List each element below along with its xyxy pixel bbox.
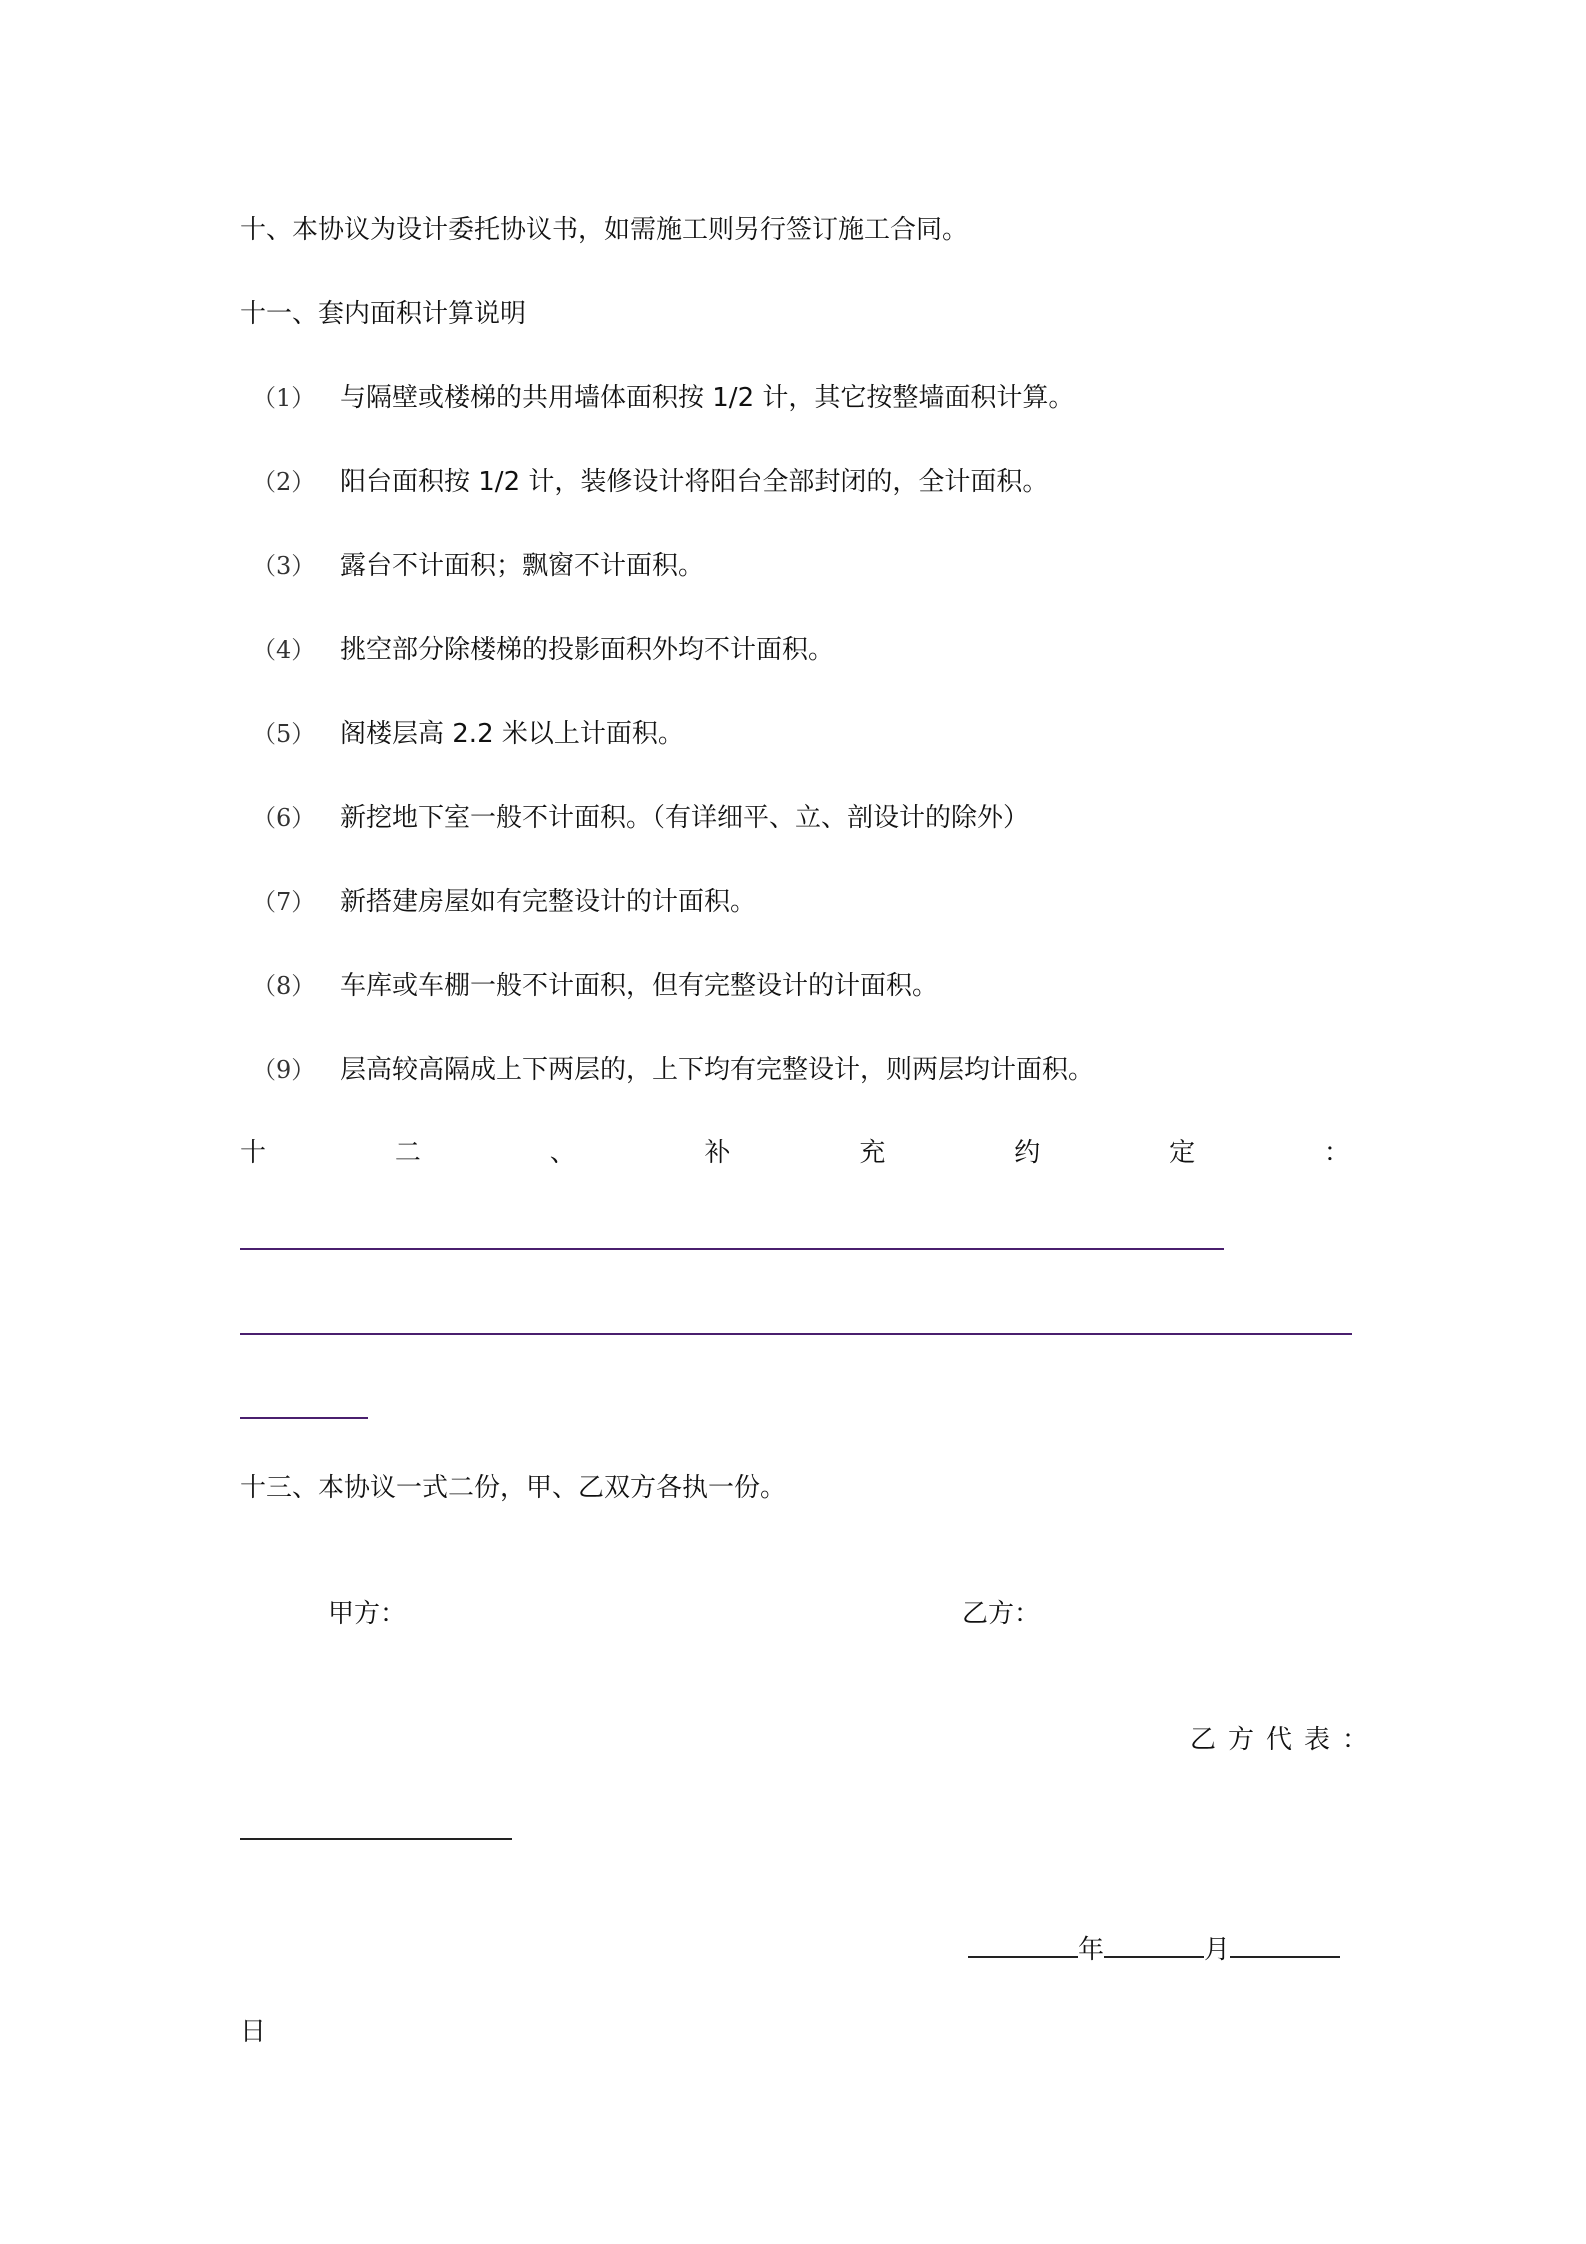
clause-12-char: 十 [240, 1138, 267, 1168]
list-item-number: （9） [252, 1056, 316, 1084]
day-blank[interactable] [1230, 1932, 1340, 1958]
list-item-number: （1） [252, 384, 316, 412]
day-label: 日 [240, 2017, 267, 2047]
clause-12-title [240, 1135, 1350, 1171]
month-label: 月 [1204, 1935, 1231, 1965]
clause-10: 十、本协议为设计委托协议书，如需施工则另行签订施工合同。 [240, 215, 969, 245]
list-item: 与隔壁或楼梯的共用墙体面积按 1/2 计，其它按整墙面积计算。 [340, 383, 1075, 413]
list-item-number: （2） [252, 468, 316, 496]
year-label: 年 [1078, 1935, 1105, 1965]
supplement-blank-line[interactable] [240, 1248, 1224, 1250]
rep-signature-line[interactable] [240, 1838, 512, 1840]
list-item: 新搭建房屋如有完整设计的计面积。 [340, 887, 757, 917]
month-blank[interactable] [1104, 1932, 1204, 1958]
supplement-blank-line[interactable] [240, 1333, 1352, 1335]
party-b-rep-label: 乙方代表： [1190, 1725, 1381, 1755]
list-item-number: （8） [252, 972, 316, 1000]
party-b-label: 乙方： [962, 1599, 1041, 1629]
list-item: 车库或车棚一般不计面积，但有完整设计的计面积。 [340, 971, 939, 1001]
clause-12-char: 二 [394, 1138, 421, 1168]
list-item: 露台不计面积；飘窗不计面积。 [340, 551, 705, 581]
list-item-number: （7） [252, 888, 316, 916]
clause-12-char: 补 [704, 1138, 731, 1168]
clause-11-title: 十一、套内面积计算说明 [240, 299, 527, 329]
list-item: 阁楼层高 2.2 米以上计面积。 [340, 719, 684, 749]
clause-12-char: 充 [859, 1138, 886, 1168]
clause-12-char: 、 [549, 1138, 576, 1168]
list-item: 新挖地下室一般不计面积。（有详细平、立、剖设计的除外） [340, 803, 1030, 833]
year-blank[interactable] [968, 1932, 1078, 1958]
clause-13: 十三、本协议一式二份，甲、乙双方各执一份。 [240, 1473, 787, 1503]
list-item-number: （4） [252, 636, 316, 664]
list-item-number: （5） [252, 720, 316, 748]
date-line [968, 1932, 1340, 1968]
list-item-number: （3） [252, 552, 316, 580]
list-item: 层高较高隔成上下两层的，上下均有完整设计，则两层均计面积。 [340, 1055, 1095, 1085]
party-a-label: 甲方： [328, 1599, 407, 1629]
list-item: 阳台面积按 1/2 计，装修设计将阳台全部封闭的，全计面积。 [340, 467, 1049, 497]
clause-12-char: 定 [1169, 1138, 1196, 1168]
list-item: 挑空部分除楼梯的投影面积外均不计面积。 [340, 635, 835, 665]
clause-12-char: ： [1323, 1138, 1350, 1168]
supplement-blank-line[interactable] [240, 1417, 368, 1419]
clause-12-char: 约 [1014, 1138, 1041, 1168]
list-item-number: （6） [252, 804, 316, 832]
